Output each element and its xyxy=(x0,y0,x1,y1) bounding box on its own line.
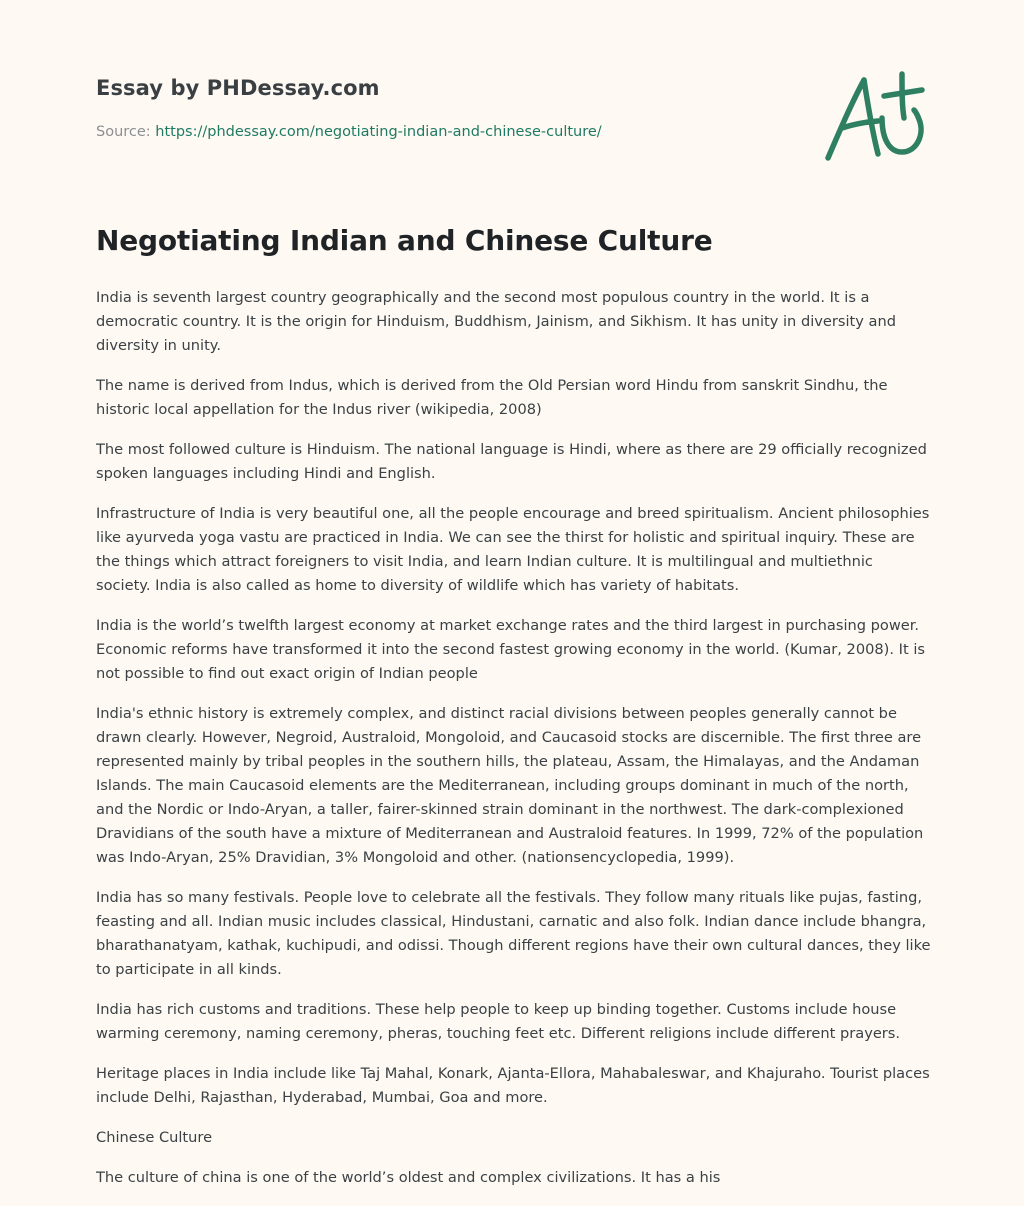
paragraph: India is the world’s twelfth largest economy at market exchange rates and the third largest in purchasing power. Economic reforms have transformed it into the second fastest growing economy in the world. (Kumar, 2008). It is not possible to find out exact origin of Indian people xyxy=(96,617,925,682)
source-link[interactable]: https://phdessay.com/negotiating-indian-and-chinese-culture/ xyxy=(155,124,602,140)
site-brand: Essay by PHDessay.com xyxy=(96,76,380,100)
paragraph: India has so many festivals. People love to celebrate all the festivals. They follow many rituals like pujas, fasting, feasting and all. Indian music includes classical, Hindustani, carnatic and also folk. Indian dance include bhangra, bharathanatyam, kathak, kuchipudi, and odissi. Though different regions have their own cultural dances, they like to participate in all kinds. xyxy=(96,889,931,978)
paragraph: India's ethnic history is extremely complex, and distinct racial divisions between peoples generally cannot be drawn clearly. However, Negroid, Australoid, Mongoloid, and Caucasoid stocks are discernible. The first three are represented mainly by tribal peoples in the southern hills, the plateau, Assam, the Himalayas, and the Andaman Islands. The main Caucasoid elements are the Mediterranean, including groups dominant in much of the north, and the Nordic or Indo-Aryan, a taller, fairer-skinned strain dominant in the northwest. The dark-complexioned Dravidians of the south have a mixture of Mediterranean and Australoid features. In 1999, 72% of the population was Indo-Aryan, 25% Dravidian, 3% Mongoloid and other. (nationsencyclopedia, 1999). xyxy=(96,705,924,866)
paragraph: The culture of china is one of the world’s oldest and complex civilizations. It has a his xyxy=(96,1169,721,1186)
paragraph: Heritage places in India include like Taj Mahal, Konark, Ajanta-Ellora, Mahabaleswar, and Khajuraho. Tourist places include Delhi, Rajasthan, Hyderabad, Mumbai, Goa and more. xyxy=(96,1065,930,1106)
a-plus-logo-icon xyxy=(818,66,928,166)
paragraph: India is seventh largest country geographically and the second most populous country in the world. It is a democratic country. It is the origin for Hinduism, Buddhism, Jainism, and Sikhism. It has unity in diversity and diversity in unity. xyxy=(96,289,896,354)
article-title: Negotiating Indian and Chinese Culture xyxy=(96,224,713,257)
source-label: Source: xyxy=(96,124,156,140)
source-line xyxy=(96,124,602,140)
article-body xyxy=(96,286,931,1206)
paragraph: India has rich customs and traditions. These help people to keep up binding together. Customs include house warming ceremony, naming ceremony, pheras, touching feet etc. Different religions include different prayers. xyxy=(96,1001,901,1042)
paragraph: Infrastructure of India is very beautiful one, all the people encourage and breed spiritualism. Ancient philosophies like ayurveda yoga vastu are practiced in India. We can see the thirst for holistic and spiritual inquiry. These are the things which attract foreigners to visit India, and learn Indian culture. It is multilingual and multiethnic society. India is also called as home to diversity of wildlife which has variety of habitats. xyxy=(96,505,930,594)
paragraph: The name is derived from Indus, which is derived from the Old Persian word Hindu from sanskrit Sindhu, the historic local appellation for the Indus river (wikipedia, 2008) xyxy=(96,377,888,418)
paragraph: The most followed culture is Hinduism. The national language is Hindi, where as there are 29 officially recognized spoken languages including Hindi and English. xyxy=(96,441,927,482)
section-heading: Chinese Culture xyxy=(96,1129,213,1146)
